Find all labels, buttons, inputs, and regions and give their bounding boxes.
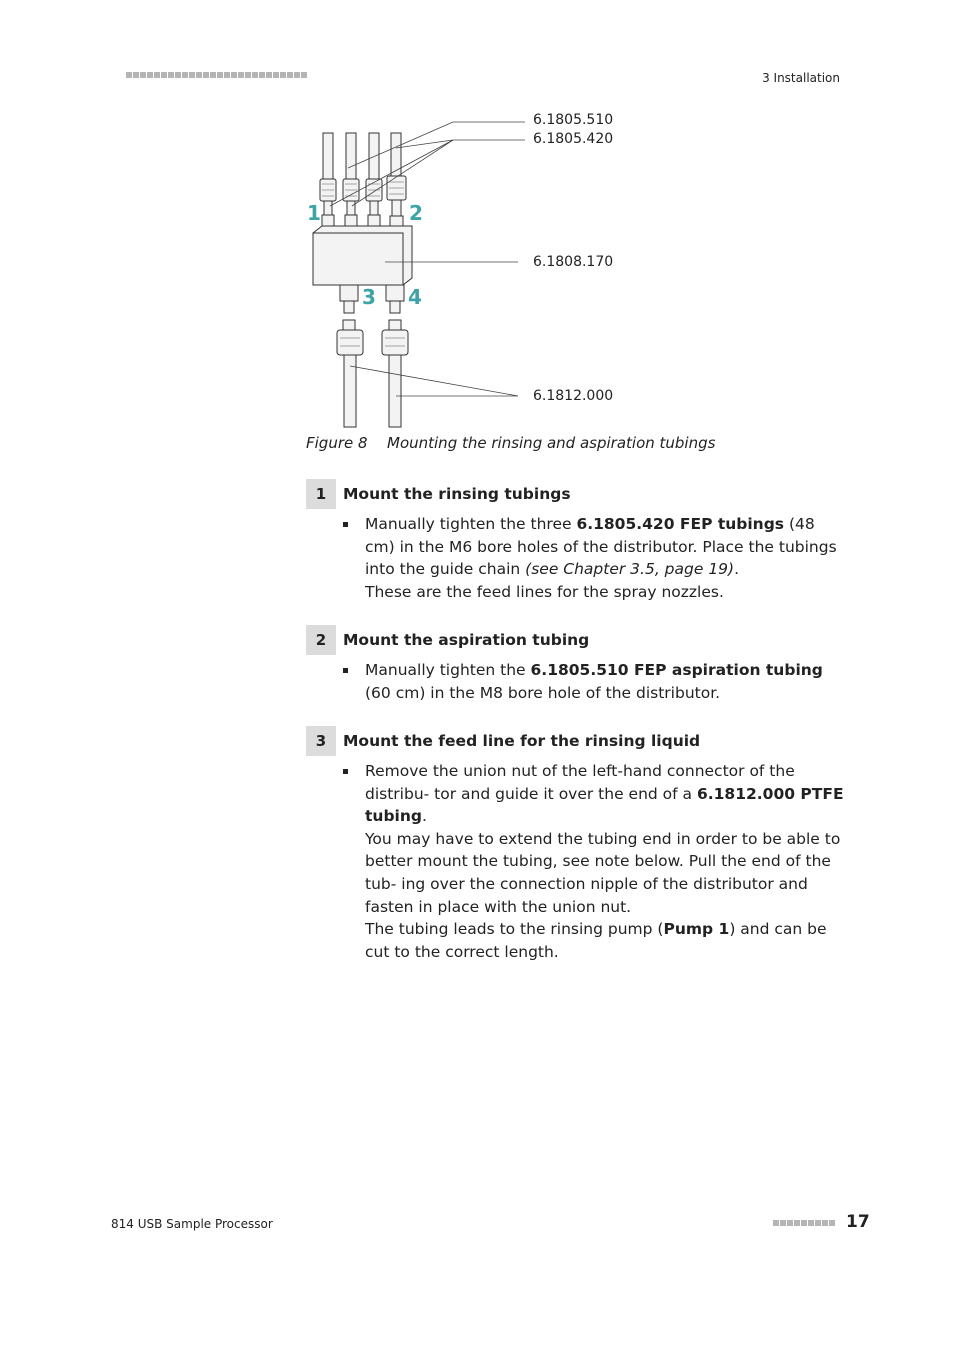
cross-reference: (see Chapter 3.5, page 19) — [525, 560, 735, 579]
step-title: Mount the aspiration tubing — [343, 631, 590, 649]
text-run: You may have to extend the tubing end in order to be able to better mount the tubing, see note below. Pull the end of the tub- ing over the connection nipple of the distributor and fasten in place with the union nut. — [365, 829, 841, 916]
text-run: Manually tighten the — [365, 661, 531, 679]
footer-decoration — [773, 1220, 835, 1226]
step-number-badge: 3 — [306, 726, 336, 756]
bullet-marker — [343, 522, 348, 527]
port-number-1: 1 — [307, 201, 321, 225]
part-reference: 6.1805.510 FEP aspiration tubing — [530, 661, 823, 679]
step-number-badge: 2 — [306, 625, 336, 655]
port-number-2: 2 — [409, 201, 423, 225]
text-run: (48 cm) in the M6 bore holes of the distributor. Place the tubings into the guide chain — [365, 515, 837, 579]
step-title: Mount the feed line for the rinsing liquid — [343, 732, 701, 750]
part-reference: 6.1812.000 PTFE tubing — [365, 784, 844, 826]
figure-caption-text: Mounting the rinsing and aspiration tubings — [387, 434, 716, 452]
text-run: ) and can be cut to the correct length. — [365, 920, 827, 961]
bullet-marker — [343, 668, 348, 673]
step-instructions — [365, 659, 846, 704]
text-run: (60 cm) in the M8 bore hole of the distributor. — [365, 683, 721, 702]
label-6-1808-170: 6.1808.170 — [533, 254, 614, 270]
step-instructions — [365, 513, 846, 603]
label-6-1812-000: 6.1812.000 — [533, 388, 614, 404]
port-number-4: 4 — [408, 285, 422, 309]
footer-product-name: 814 USB Sample Processor — [111, 1217, 273, 1231]
step-2 — [306, 625, 846, 704]
step-number-badge: 1 — [306, 479, 336, 509]
text-run: Remove the union nut of the left-hand connector of the distribu- tor and guide it over the end of a — [365, 762, 795, 803]
step-3 — [306, 726, 846, 963]
label-6-1805-420: 6.1805.420 — [533, 131, 614, 147]
figure-caption-number: Figure 8 — [306, 434, 368, 452]
step-1 — [306, 479, 846, 603]
part-reference: 6.1805.420 FEP tubings — [576, 515, 785, 533]
text-run: These are the feed lines for the spray nozzles. — [365, 582, 724, 601]
figure-tubing-diagram — [300, 108, 630, 438]
text-run: . — [734, 560, 740, 579]
page-number: 17 — [846, 1212, 870, 1232]
text-run: . — [421, 807, 427, 826]
header-decoration — [126, 72, 307, 78]
step-title: Mount the rinsing tubings — [343, 485, 571, 503]
figure-caption — [306, 434, 715, 452]
bullet-marker — [343, 769, 348, 774]
step-instructions — [365, 760, 846, 963]
text-run: The tubing leads to the rinsing pump ( — [365, 920, 664, 939]
header-chapter: 3 Installation — [762, 71, 840, 85]
label-6-1805-510: 6.1805.510 — [533, 112, 614, 128]
port-number-3: 3 — [362, 285, 376, 309]
pump-reference: Pump 1 — [663, 920, 730, 939]
text-run: Manually tighten the three — [365, 515, 577, 533]
